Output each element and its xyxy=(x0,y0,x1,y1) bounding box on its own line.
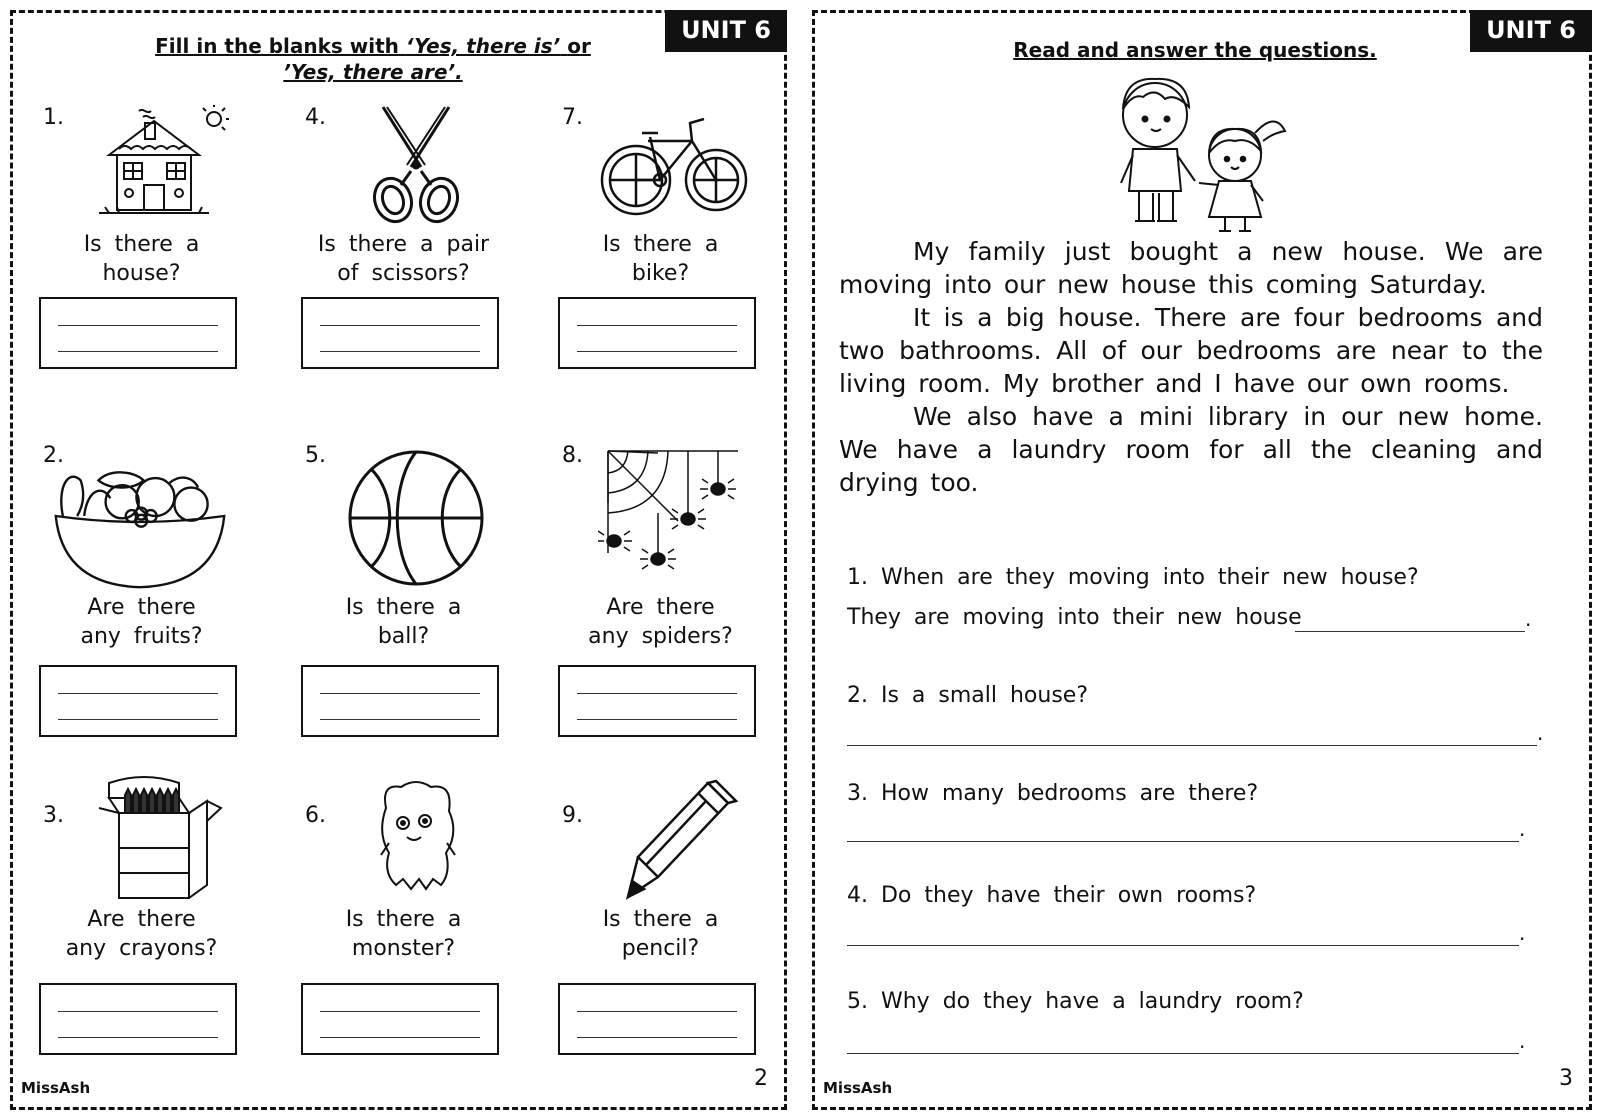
worksheet-page-3 xyxy=(812,10,1592,1110)
question-item-6 xyxy=(301,773,506,1073)
paragraph-1: My family just bought a new house. We are moving into our new house this coming Saturday. xyxy=(839,237,1543,299)
answer-box[interactable] xyxy=(39,983,237,1055)
question-1: 1. When are they moving into their new house? xyxy=(847,565,1419,590)
question-text: Are there any crayons? xyxy=(65,907,218,961)
question-item-4 xyxy=(301,105,506,405)
question-text: Is there a monster? xyxy=(345,907,462,961)
question-text: Are there any fruits? xyxy=(80,595,203,649)
unit-label: UNIT 6 xyxy=(1470,10,1592,52)
question-item-5 xyxy=(301,443,506,743)
page-title: Read and answer the questions. xyxy=(1013,38,1377,62)
item-number: 8. xyxy=(562,443,583,468)
answer-line-1[interactable] xyxy=(1295,631,1525,632)
answer-box[interactable] xyxy=(301,983,499,1055)
reading-passage xyxy=(839,235,1543,499)
house-icon xyxy=(79,105,229,225)
question-text: Is there a bike? xyxy=(602,232,719,286)
answer-box[interactable] xyxy=(39,297,237,369)
question-item-3 xyxy=(39,773,244,1073)
crayons-icon xyxy=(79,773,229,903)
ball-icon xyxy=(341,443,491,593)
question-item-8 xyxy=(558,443,763,743)
monster-icon xyxy=(341,773,491,903)
pencil-icon xyxy=(598,773,748,903)
answer-box[interactable] xyxy=(301,665,499,737)
question-text: Is there a pair of scissors? xyxy=(317,232,490,286)
answer-period: . xyxy=(1519,817,1526,841)
question-2: 2. Is a small house? xyxy=(847,683,1089,708)
item-number: 4. xyxy=(305,105,326,130)
question-text: Are there any spiders? xyxy=(588,595,733,649)
question-item-7 xyxy=(558,105,763,405)
question-text: Is there a house? xyxy=(83,232,200,286)
question-3: 3. How many bedrooms are there? xyxy=(847,781,1259,806)
answer-box[interactable] xyxy=(558,665,756,737)
answer-line-4[interactable] xyxy=(847,945,1519,946)
page-number: 2 xyxy=(754,1066,768,1091)
item-number: 9. xyxy=(562,803,583,828)
spiders-icon xyxy=(598,443,748,593)
item-number: 6. xyxy=(305,803,326,828)
answer-box[interactable] xyxy=(558,297,756,369)
answer-period: . xyxy=(1519,1029,1526,1053)
question-text: Is there a pencil? xyxy=(602,907,719,961)
scissors-icon xyxy=(341,105,491,225)
answer-line-5[interactable] xyxy=(847,1053,1519,1054)
paragraph-2: It is a big house. There are four bedrooms and two bathrooms. All of our bedrooms are near to the living room. My brother and I have our own rooms. xyxy=(839,303,1543,398)
item-number: 7. xyxy=(562,105,583,130)
question-5: 5. Why do they have a laundry room? xyxy=(847,989,1304,1014)
brand-logo: MissAsh xyxy=(823,1079,893,1097)
children-icon xyxy=(1095,71,1295,237)
item-number: 2. xyxy=(43,443,64,468)
question-text: Is there a ball? xyxy=(345,595,462,649)
bike-icon xyxy=(598,105,748,225)
question-4: 4. Do they have their own rooms? xyxy=(847,883,1257,908)
page-title: Fill in the blanks with ‘Yes, there is’ or ’Yes, there are’. xyxy=(155,34,591,84)
question-item-2 xyxy=(39,443,244,743)
page-number: 3 xyxy=(1559,1066,1573,1091)
answer-box[interactable] xyxy=(301,297,499,369)
answer-period: . xyxy=(1525,607,1532,631)
answer-line-3[interactable] xyxy=(847,841,1519,842)
question-1-prompt: They are moving into their new house xyxy=(847,605,1302,630)
answer-period: . xyxy=(1519,921,1526,945)
item-number: 1. xyxy=(43,105,64,130)
answer-box[interactable] xyxy=(558,983,756,1055)
item-number: 3. xyxy=(43,803,64,828)
item-number: 5. xyxy=(305,443,326,468)
brand-logo: MissAsh xyxy=(21,1079,91,1097)
fruit-bowl-icon xyxy=(51,441,229,591)
unit-label: UNIT 6 xyxy=(665,10,787,52)
paragraph-3: We also have a mini library in our new home. We have a laundry room for all the cleaning and drying too. xyxy=(839,402,1543,497)
question-item-9 xyxy=(558,773,763,1073)
answer-line-2[interactable] xyxy=(847,745,1537,746)
question-item-1 xyxy=(39,105,244,405)
answer-box[interactable] xyxy=(39,665,237,737)
worksheet-page-2 xyxy=(10,10,787,1110)
answer-period: . xyxy=(1537,721,1544,745)
